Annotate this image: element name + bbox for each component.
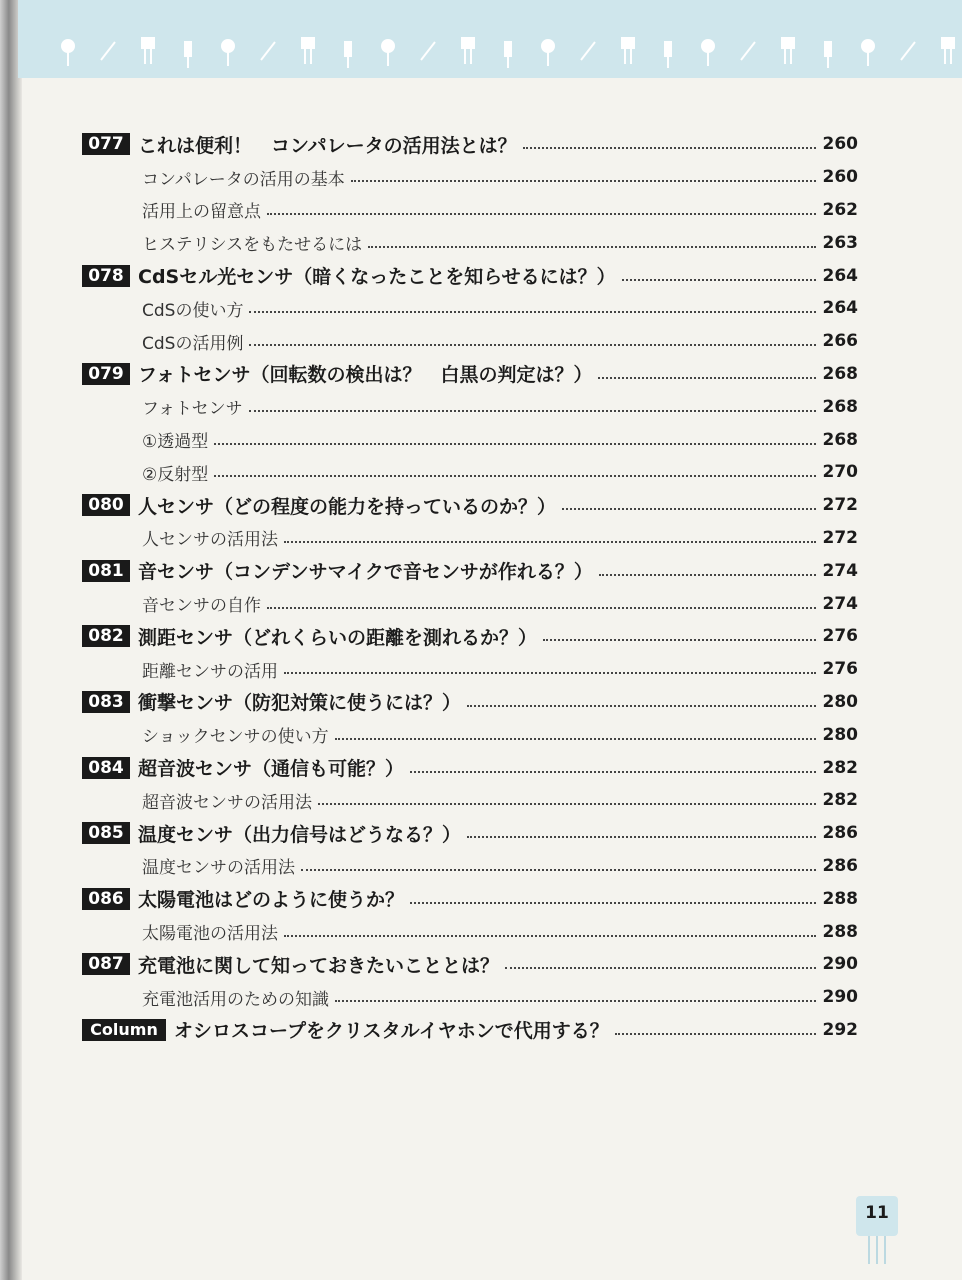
page-ref: 276: [822, 659, 858, 680]
page-ref: 288: [822, 888, 858, 909]
page-ref: 274: [822, 560, 858, 581]
toc-subentry[interactable]: [82, 456, 858, 489]
section-title: 充電池活用のための知識: [142, 989, 329, 1010]
page-ref: 280: [822, 724, 858, 745]
toc-subentry[interactable]: [82, 292, 858, 325]
dot-leader: [284, 935, 816, 937]
dot-leader: [249, 344, 816, 346]
toc-entry[interactable]: [82, 259, 858, 292]
page-ref: 290: [822, 987, 858, 1008]
capacitor-icon: [581, 42, 595, 60]
section-title: 人センサの活用法: [142, 530, 278, 551]
dot-leader: [543, 639, 816, 641]
toc-subentry[interactable]: [82, 325, 858, 358]
diode-icon: [505, 42, 511, 68]
resistor-icon: [62, 40, 74, 66]
toc-entry[interactable]: [82, 686, 858, 719]
page-ref: 268: [822, 396, 858, 417]
dot-leader: [615, 1033, 816, 1035]
chapter-number: 087: [82, 953, 130, 975]
dot-leader: [351, 180, 816, 182]
page-ref: 270: [822, 462, 858, 483]
transistor-icon: [782, 38, 794, 64]
section-title: CdSの活用例: [142, 333, 244, 354]
dot-leader: [467, 836, 816, 838]
dot-leader: [214, 475, 816, 477]
section-title: 太陽電池の活用法: [142, 924, 278, 945]
chapter-title: 人センサ（どの程度の能力を持っているのか？）: [138, 495, 557, 518]
chapter-title: 音センサ（コンデンサマイクで音センサが作れる？）: [138, 561, 593, 584]
capacitor-icon: [101, 42, 115, 60]
chapter-title: 測距センサ（どれくらいの距離を測れるか？）: [138, 626, 538, 649]
chapter-title: 充電池に関して知っておきたいこととは？: [138, 954, 500, 977]
toc-subentry[interactable]: [82, 981, 858, 1014]
chapter-number: 084: [82, 757, 130, 779]
toc-entry[interactable]: [82, 489, 858, 522]
toc-entry[interactable]: [82, 358, 858, 391]
dot-leader: [249, 311, 816, 313]
chapter-title: オシロスコープをクリスタルイヤホンで代用する？: [174, 1020, 609, 1043]
dot-leader: [267, 607, 816, 609]
page-ref: 282: [822, 790, 858, 811]
toc-entry[interactable]: [82, 554, 858, 587]
page-number: 11: [865, 1203, 889, 1223]
section-title: ②反射型: [142, 464, 209, 485]
chapter-title: 超音波センサ（通信も可能？）: [138, 758, 405, 781]
capacitor-icon: [901, 42, 915, 60]
dot-leader: [368, 246, 816, 248]
section-title: CdSの使い方: [142, 300, 244, 321]
diode-icon: [345, 42, 351, 68]
chapter-number: 086: [82, 888, 130, 910]
section-title: 音センサの自作: [142, 596, 261, 617]
chapter-number: 077: [82, 133, 130, 155]
page-ref: 288: [822, 921, 858, 942]
dot-leader: [562, 508, 816, 510]
chapter-number: 085: [82, 822, 130, 844]
dot-leader: [214, 443, 816, 445]
page-ref: 276: [822, 626, 858, 647]
resistor-icon: [542, 40, 554, 66]
toc-subentry[interactable]: [82, 194, 858, 227]
capacitor-icon: [421, 42, 435, 60]
page-ref: 260: [822, 167, 858, 188]
toc-subentry[interactable]: [82, 587, 858, 620]
chapter-number: 080: [82, 494, 130, 516]
transistor-icon: [302, 38, 314, 64]
page-ref: 282: [822, 757, 858, 778]
page-ref: 264: [822, 265, 858, 286]
page-ref: 290: [822, 954, 858, 975]
chapter-number: 079: [82, 363, 130, 385]
chapter-number: 078: [82, 265, 130, 287]
toc-subentry[interactable]: [82, 390, 858, 423]
page-ref: 272: [822, 527, 858, 548]
dot-leader: [335, 1000, 816, 1002]
toc-subentry[interactable]: [82, 784, 858, 817]
transistor-icon: [622, 38, 634, 64]
toc-entry[interactable]: [82, 128, 858, 161]
toc-subentry[interactable]: [82, 915, 858, 948]
chapter-number: 081: [82, 560, 130, 582]
toc-entry[interactable]: [82, 882, 858, 915]
toc-subentry[interactable]: [82, 653, 858, 686]
header-band: [18, 0, 962, 78]
page-ref: 286: [822, 855, 858, 876]
electronic-components-decoration: [58, 34, 962, 74]
book-spine-shadow: [0, 0, 22, 1280]
page-ref: 286: [822, 823, 858, 844]
section-title: 超音波センサの活用法: [142, 792, 312, 813]
diode-icon: [825, 42, 831, 68]
toc-entry[interactable]: [82, 751, 858, 784]
resistor-icon: [382, 40, 394, 66]
column-badge: Column: [82, 1019, 166, 1041]
section-title: フォトセンサ: [142, 399, 243, 420]
dot-leader: [599, 574, 816, 576]
section-title: コンパレータの活用の基本: [142, 169, 345, 190]
resistor-icon: [222, 40, 234, 66]
transistor-icon: [462, 38, 474, 64]
page-ref: 264: [822, 298, 858, 319]
toc-subentry[interactable]: [82, 423, 858, 456]
tab-leads-icon: [864, 1236, 890, 1264]
dot-leader: [335, 738, 816, 740]
toc-subentry[interactable]: [82, 226, 858, 259]
toc-entry[interactable]: [82, 1014, 858, 1047]
chapter-title: これは便利！ コンパレータの活用法とは？: [138, 134, 517, 157]
transistor-icon: [942, 38, 954, 64]
page-ref: 268: [822, 363, 858, 384]
page-ref: 262: [822, 199, 858, 220]
section-title: ショックセンサの使い方: [142, 727, 329, 748]
dot-leader: [598, 377, 816, 379]
toc-subentry[interactable]: [82, 718, 858, 751]
dot-leader: [301, 869, 816, 871]
dot-leader: [267, 213, 816, 215]
chapter-number: 083: [82, 691, 130, 713]
section-title: ヒステリシスをもたせるには: [142, 235, 363, 256]
chapter-title: フォトセンサ（回転数の検出は？ 白黒の判定は？）: [138, 364, 593, 387]
page-ref: 268: [822, 429, 858, 450]
toc-entry[interactable]: [82, 817, 858, 850]
dot-leader: [318, 803, 816, 805]
toc-entry[interactable]: [82, 620, 858, 653]
page-ref: 260: [822, 134, 858, 155]
chapter-title: CdSセル光センサ（暗くなったことを知らせるには？）: [138, 266, 616, 289]
dot-leader: [284, 541, 816, 543]
dot-leader: [523, 147, 816, 149]
toc-subentry[interactable]: [82, 161, 858, 194]
dot-leader: [622, 279, 816, 281]
dot-leader: [467, 705, 816, 707]
page-ref: 292: [822, 1019, 858, 1040]
chapter-title: 太陽電池はどのように使うか？: [138, 889, 405, 912]
transistor-icon: [142, 38, 154, 64]
toc-subentry[interactable]: [82, 522, 858, 555]
page-ref: 272: [822, 495, 858, 516]
section-title: 距離センサの活用: [142, 661, 278, 682]
page-ref: 280: [822, 691, 858, 712]
dot-leader: [284, 672, 816, 674]
capacitor-icon: [261, 42, 275, 60]
page-ref: 266: [822, 331, 858, 352]
chapter-number: 082: [82, 625, 130, 647]
page-ref: 263: [822, 232, 858, 253]
table-of-contents: [82, 128, 858, 1046]
diode-icon: [185, 42, 191, 68]
dot-leader: [505, 967, 816, 969]
dot-leader: [410, 902, 816, 904]
page-ref: 274: [822, 593, 858, 614]
toc-entry[interactable]: [82, 948, 858, 981]
section-title: 温度センサの活用法: [142, 858, 295, 879]
chapter-title: 温度センサ（出力信号はどうなる？）: [138, 823, 462, 846]
dot-leader: [410, 771, 816, 773]
resistor-icon: [862, 40, 874, 66]
dot-leader: [249, 410, 816, 412]
resistor-icon: [702, 40, 714, 66]
section-title: ①透過型: [142, 432, 209, 453]
diode-icon: [665, 42, 671, 68]
section-title: 活用上の留意点: [142, 202, 261, 223]
chapter-title: 衝撃センサ（防犯対策に使うには？）: [138, 692, 462, 715]
capacitor-icon: [741, 42, 755, 60]
toc-subentry[interactable]: [82, 850, 858, 883]
